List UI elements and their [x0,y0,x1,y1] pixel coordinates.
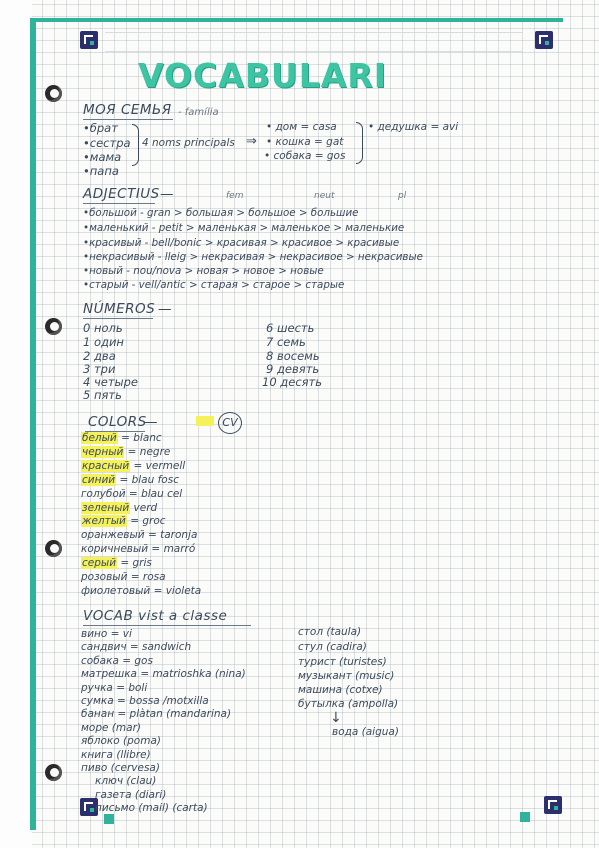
vocab-item: газета (diari) [95,788,167,801]
vocab-item: яблоко (poma) [81,735,161,748]
arrow-icon: ⇒ [246,134,257,149]
vocab-item: книга (llibre) [81,748,151,761]
vocab-item: матрешка = matrioshka (nina) [81,668,246,681]
family-member: •сестра [83,136,131,150]
color-item [81,543,195,556]
color-item [81,585,201,598]
number-item: 1 один [83,335,124,349]
color-word-ca: = taronja [144,529,198,542]
heading-underline [83,625,251,626]
family-middle-note: 4 noms principals [142,137,235,149]
vocab-item: вино = vi [81,628,132,640]
cv-badge: CV [218,412,242,434]
color-word-ru: розовый [81,571,128,583]
color-word-ru: синий [82,473,116,486]
heading-dash: — [160,186,174,202]
number-item: 7 семь [266,335,306,349]
color-item [81,529,197,542]
color-word-ru: черный [82,445,124,458]
number-item: 10 десять [262,375,323,389]
color-item [81,432,162,445]
vocab-item: море (mar) [81,721,141,734]
notebook-logo-icon [544,796,562,814]
heading-underline [83,203,155,204]
color-item [81,488,182,501]
vocab-item: машина (cotxe) [298,684,383,696]
color-word-ca: = negre [124,445,171,458]
color-item [81,446,170,459]
color-word-ru: оранжевый [81,529,145,542]
family-member: •папа [83,164,119,178]
color-word-ca: = gris [117,557,152,570]
adjectives-heading: ADJECTIUS [83,186,160,202]
teal-top-border [30,18,563,22]
number-item: 2 два [83,349,116,363]
binder-hole [45,85,62,102]
color-item [81,460,185,473]
adjective-row: •старый - vell/antic > старая > старое > старые [83,279,345,291]
vocab-item: собака = gos [81,654,153,667]
binder-hole [45,540,62,557]
family-noun: • дом = casa [266,121,337,133]
adjective-col-fem: fem [226,191,244,201]
adjective-row: •некрасивый - lleig > некрасивая > некрасивое > некрасивые [83,251,423,263]
vocab-item: письмо (mail) (carta) [95,802,208,815]
family-member: •мама [83,150,122,164]
family-heading: МОЯ СЕМЬЯ [83,102,172,118]
color-word-ru: голубой [81,487,126,500]
adjective-row: •большой - gran > большая > большое > большие [83,207,359,219]
colors-heading: COLORS [88,414,147,430]
vocab-item: стол (taula) [298,626,362,638]
vocab-item: вода (aigua) [332,726,399,738]
vocab-item: сандвич = sandwich [81,641,192,654]
notebook-logo-icon [80,31,98,49]
teal-square-icon [104,814,114,824]
adjective-row: •красивый - bell/bonic > красивая > красивое > красивые [83,237,400,249]
adjective-col-neut: neut [314,191,335,201]
color-item [81,502,157,515]
family-member: •брат [83,121,118,135]
vocab-item: ручка = boli [81,681,148,694]
color-word-ru: серый [82,557,117,570]
color-item [81,571,166,584]
color-word-ca: = rosa [127,571,166,583]
color-word-ca: = blau fosc [116,473,179,486]
number-item: 0 ноль [83,321,123,335]
notebook-logo-icon [535,31,553,49]
color-item [81,474,179,487]
color-word-ru: белый [82,432,117,444]
vocab-item: музыкант (music) [298,670,395,682]
vocab-item: ключ (clau) [95,775,157,788]
color-word-ca: = groc [126,515,166,528]
color-word-ru: желтый [82,515,126,528]
header-field [105,32,523,52]
color-item [81,557,152,570]
color-word-ru: коричневый [81,543,149,556]
color-word-ca: = blanc [117,432,162,444]
color-word-ca: = violeta [150,584,202,597]
page-title: VOCABULARI [138,56,387,95]
family-heading-note: - família [178,107,219,118]
number-item: 8 восемь [266,349,320,363]
color-word-ru: фиолетовый [81,584,151,597]
color-word-ru: красный [82,459,130,472]
color-word-ca: = vermell [130,459,186,472]
teal-square-icon [520,812,530,822]
vocab-item: сумка = bossa /motxilla [81,695,209,707]
heading-underline [83,318,153,319]
vocab-heading: VOCAB vist a classe [83,608,228,624]
number-item: 6 шесть [266,321,315,335]
number-item: 4 четыре [83,375,138,389]
arrow-down-icon: ↓ [330,710,342,726]
numbers-heading: NÚMEROS [83,301,156,317]
heading-dash: — [144,414,158,430]
highlight-mark [196,416,214,426]
binder-hole [45,318,62,335]
color-word-ca: = marró [148,543,196,556]
color-word-ru: зеленый [82,501,130,514]
color-word-ca: = blau cel [125,487,183,500]
family-grandpa: • дедушка = avi [368,121,459,133]
family-noun: • кошка = gat [266,136,344,148]
heading-dash: — [158,301,172,317]
adjective-row: •новый - nou/nova > новая > новое > новые [83,265,324,277]
vocab-item: турист (turistes) [298,656,387,668]
number-item: 3 три [83,362,116,376]
teal-left-border [30,18,36,830]
vocab-item: пиво (cervesa) [81,762,160,774]
heading-underline [83,119,173,120]
brace [132,124,139,166]
page-margin [0,0,32,848]
number-item: 5 пять [83,388,122,402]
adjective-row: •маленький - petit > маленькая > маленькое > маленькие [83,222,405,234]
brace [356,122,363,164]
vocab-item: банан = plàtan (mandarina) [81,708,232,721]
number-item: 9 девять [266,362,320,376]
adjective-col-pl: pl [398,191,407,201]
vocab-item: бутылка (ampolla) [298,698,399,710]
vocab-item: стул (cadira) [298,641,367,653]
family-noun: • собака = gos [264,150,346,162]
color-word-ca: verd [130,501,158,514]
binder-hole [45,764,62,781]
color-item [81,515,166,528]
